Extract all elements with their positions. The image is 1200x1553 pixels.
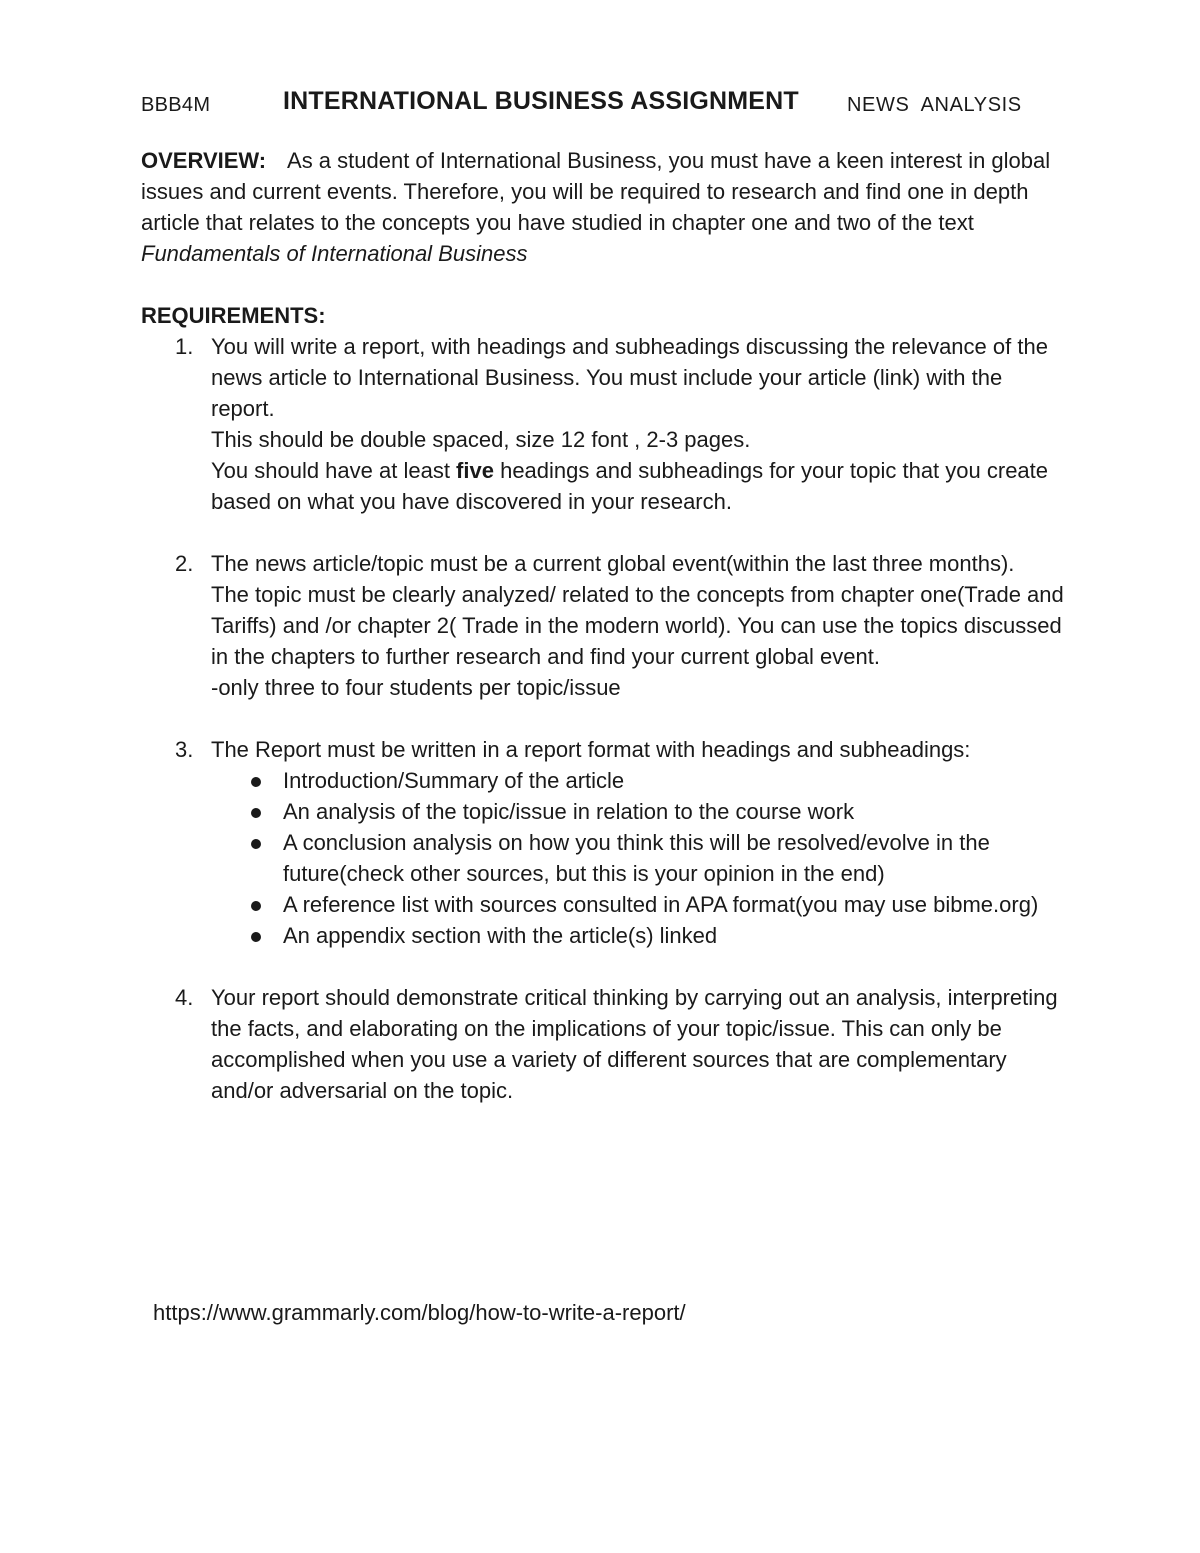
overview-label: OVERVIEW: — [141, 148, 267, 173]
requirement-text: Your report should demonstrate critical thinking by carrying out an analysis, interpreting the facts, and elaborating on the implications of your topic/issue. This can only be accomplished when you use a variety of different sources that are complementary and/or adversarial on the topic. — [211, 985, 1058, 1103]
list-item-text: An appendix section with the article(s) linked — [283, 923, 718, 948]
list-item — [211, 889, 1066, 920]
list-item — [211, 765, 1066, 796]
document-body — [141, 145, 1066, 1106]
bullet-icon — [251, 808, 261, 818]
overview-paragraph — [141, 145, 1066, 269]
list-item — [211, 827, 1066, 889]
book-title: Fundamentals of International Business — [141, 241, 528, 266]
requirement-text: This should be double spaced, size 12 font , 2-3 pages. — [211, 427, 751, 452]
requirement-item-3 — [141, 734, 1066, 951]
requirement-number: 2. — [175, 551, 194, 576]
requirement-text: The news article/topic must be a current global event(within the last three months). — [211, 551, 1015, 576]
requirement-item-2 — [141, 548, 1066, 703]
requirements-heading: REQUIREMENTS: — [141, 303, 326, 328]
requirement-text: You will write a report, with headings and subheadings discussing the relevance of the news article to International Business. You must include your article (link) with the report. — [211, 334, 1048, 421]
requirement-item-1 — [141, 331, 1066, 517]
report-sections-list — [211, 765, 1066, 951]
bullet-icon — [251, 901, 261, 911]
list-item — [211, 920, 1066, 951]
requirement-number: 4. — [175, 985, 194, 1010]
bullet-icon — [251, 839, 261, 849]
assignment-title: INTERNATIONAL BUSINESS ASSIGNMENT — [283, 87, 799, 115]
emphasis-five: five — [456, 458, 494, 483]
requirement-number: 1. — [175, 334, 194, 359]
requirements-list — [141, 331, 1066, 1106]
requirement-item-4 — [141, 982, 1066, 1106]
requirement-text-part: You should have at least — [211, 458, 457, 483]
list-item — [211, 796, 1066, 827]
assignment-subtitle: NEWS ANALYSIS — [847, 94, 1022, 116]
requirement-number: 3. — [175, 737, 194, 762]
bullet-icon — [251, 932, 261, 942]
course-code: BBB4M — [141, 94, 211, 116]
list-item-text: A conclusion analysis on how you think this will be resolved/evolve in the future(check other sources, but this is your opinion in the end) — [283, 830, 990, 886]
requirement-text: The topic must be clearly analyzed/ related to the concepts from chapter one(Trade and Tariffs) and /or chapter 2( Trade in the modern world). You can use the topics discussed in the chapters to further research and find your current global event. — [211, 582, 1064, 669]
list-item-text: An analysis of the topic/issue in relation to the course work — [283, 799, 855, 824]
requirement-text — [211, 455, 1066, 517]
list-item-text: A reference list with sources consulted in APA format(you may use bibme.org) — [283, 892, 1039, 917]
requirement-text: -only three to four students per topic/issue — [211, 675, 621, 700]
reference-link[interactable]: https://www.grammarly.com/blog/how-to-write-a-report/ — [153, 1300, 686, 1325]
requirement-text: The Report must be written in a report format with headings and subheadings: — [211, 737, 971, 762]
document-header — [141, 84, 1061, 124]
bullet-icon — [251, 777, 261, 787]
overview-text: As a student of International Business, you must have a keen interest in global issues and current events. Therefore, you will be required to research and find one in depth article that relates to the concepts you have studied in chapter one and two of the text — [141, 148, 1051, 235]
list-item-text: Introduction/Summary of the article — [283, 768, 625, 793]
requirement-text-part: headings and subheadings for your topic that you create based on what you have discovered in your research. — [211, 458, 1049, 514]
